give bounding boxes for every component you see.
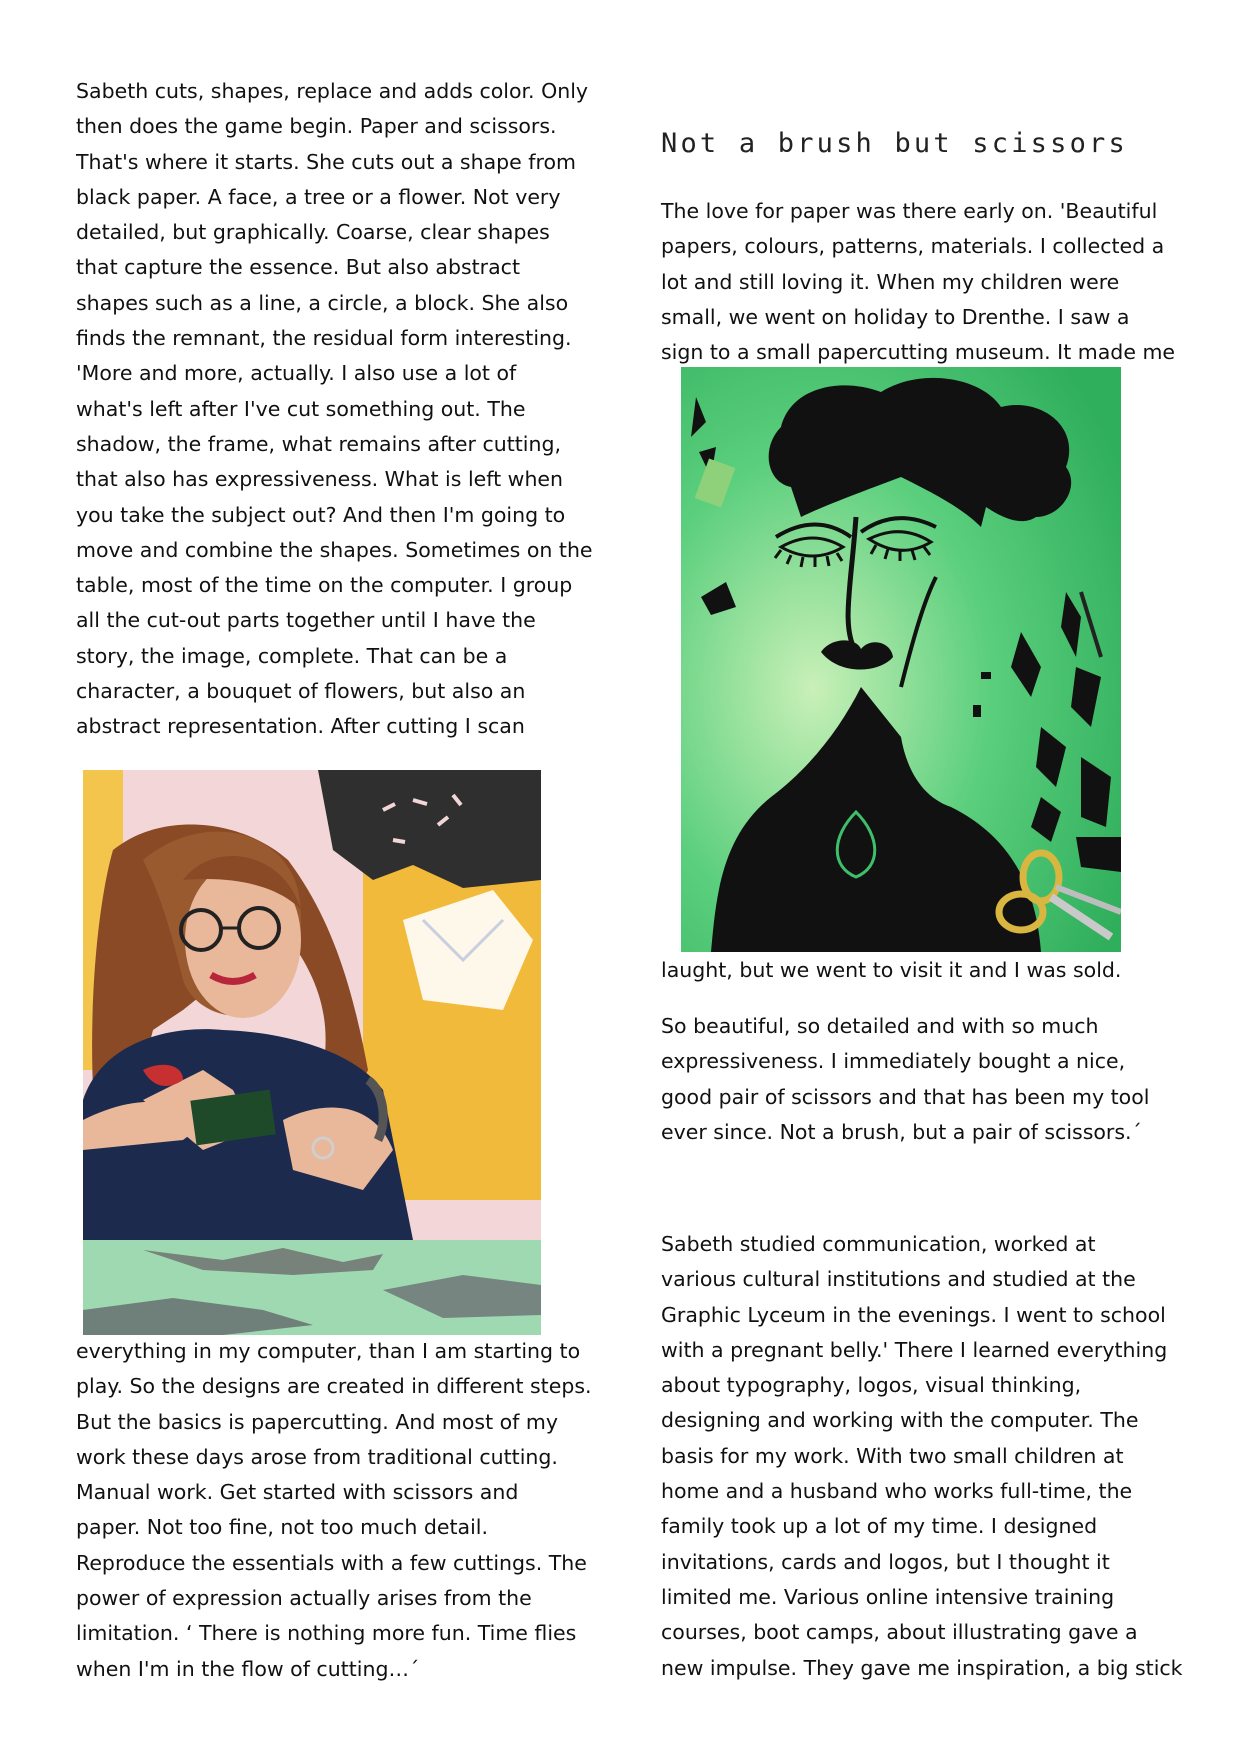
papercut-artwork-photo	[681, 367, 1121, 952]
text-line: designing and working with the computer. The	[661, 1408, 1139, 1433]
text-line: paper. Not too fine, not too much detail.	[76, 1515, 489, 1540]
text-line: family took up a lot of my time. I designed	[661, 1514, 1098, 1539]
text-line: that capture the essence. But also abstract	[76, 255, 520, 280]
text-line: power of expression actually arises from the	[76, 1586, 532, 1611]
text-line: small, we went on holiday to Drenthe. I saw a	[661, 304, 1130, 329]
text-line: character, a bouquet of flowers, but also an	[76, 679, 526, 704]
text-line: move and combine the shapes. Sometimes on the	[76, 537, 593, 562]
text-line: abstract representation. After cutting I scan	[76, 714, 525, 739]
text-line: Graphic Lyceum in the evenings. I went to school	[661, 1302, 1166, 1327]
right-paragraph-1	[661, 194, 1175, 370]
left-paragraph-2	[76, 1334, 592, 1687]
text-line: about typography, logos, visual thinking,	[661, 1373, 1082, 1398]
text-line: various cultural institutions and studied at the	[661, 1267, 1136, 1292]
text-line: you take the subject out? And then I'm going to	[76, 502, 566, 527]
text-line: papers, colours, patterns, materials. I collected a	[661, 234, 1165, 259]
text-line: invitations, cards and logos, but I thought it	[661, 1549, 1110, 1574]
left-paragraph-1	[76, 74, 593, 745]
text-line: basis for my work. With two small children at	[661, 1443, 1124, 1468]
text-line: story, the image, complete. That can be a	[76, 643, 508, 668]
text-line: But the basics is papercutting. And most of my	[76, 1409, 559, 1434]
text-line: laught, but we went to visit it and I was sold.	[661, 958, 1122, 982]
right-paragraph-3	[661, 1009, 1149, 1150]
text-line: Manual work. Get started with scissors and	[76, 1480, 519, 1505]
right-paragraph-4	[661, 1227, 1183, 1686]
text-line: everything in my computer, than I am starting to	[76, 1339, 581, 1363]
text-line: that also has expressiveness. What is left when	[76, 467, 564, 492]
artist-photo	[83, 770, 541, 1335]
text-line: lot and still loving it. When my children were	[661, 269, 1120, 294]
text-line: all the cut-out parts together until I have the	[76, 608, 536, 633]
text-line: table, most of the time on the computer. I group	[76, 573, 573, 598]
text-line: limitation. ‘ There is nothing more fun. Time flies	[76, 1621, 577, 1646]
text-line: That's where it starts. She cuts out a shape from	[76, 149, 577, 174]
text-line: work these days arose from traditional cutting.	[76, 1444, 558, 1469]
text-line: new impulse. They gave me inspiration, a big stick	[661, 1655, 1183, 1680]
text-line: The love for paper was there early on. 'Beautiful	[661, 199, 1158, 223]
text-line: Reproduce the essentials with a few cuttings. The	[76, 1550, 587, 1575]
text-line: home and a husband who works full-time, the	[661, 1479, 1133, 1504]
text-line: good pair of scissors and that has been my tool	[661, 1084, 1150, 1109]
text-line: shapes such as a line, a circle, a block. She also	[76, 290, 569, 315]
text-line: Sabeth cuts, shapes, replace and adds color. Only	[76, 79, 589, 103]
text-line: finds the remnant, the residual form interesting.	[76, 326, 572, 351]
text-line: courses, boot camps, about illustrating gave a	[661, 1620, 1138, 1645]
text-line: black paper. A face, a tree or a flower. Not very	[76, 184, 561, 209]
text-line: with a pregnant belly.' There I learned everything	[661, 1337, 1168, 1362]
text-line: shadow, the frame, what remains after cutting,	[76, 431, 562, 456]
text-line: So beautiful, so detailed and with so much	[661, 1014, 1099, 1038]
text-line: expressiveness. I immediately bought a nice,	[661, 1049, 1126, 1074]
text-line: Sabeth studied communication, worked at	[661, 1232, 1096, 1256]
text-line: what's left after I've cut something out. The	[76, 396, 526, 421]
text-line: 'More and more, actually. I also use a lot of	[76, 361, 517, 386]
text-line: ever since. Not a brush, but a pair of scissors.´	[661, 1119, 1142, 1144]
text-line: then does the game begin. Paper and scissors.	[76, 114, 557, 139]
section-heading: Not a brush but scissors	[661, 128, 1128, 159]
text-line: detailed, but graphically. Coarse, clear shapes	[76, 220, 550, 245]
text-line: when I'm in the flow of cutting…´	[76, 1656, 420, 1681]
text-line: sign to a small papercutting museum. It made me	[661, 340, 1176, 365]
text-line: play. So the designs are created in different steps.	[76, 1374, 592, 1399]
text-line: limited me. Various online intensive training	[661, 1584, 1115, 1609]
right-paragraph-2	[661, 953, 1121, 988]
